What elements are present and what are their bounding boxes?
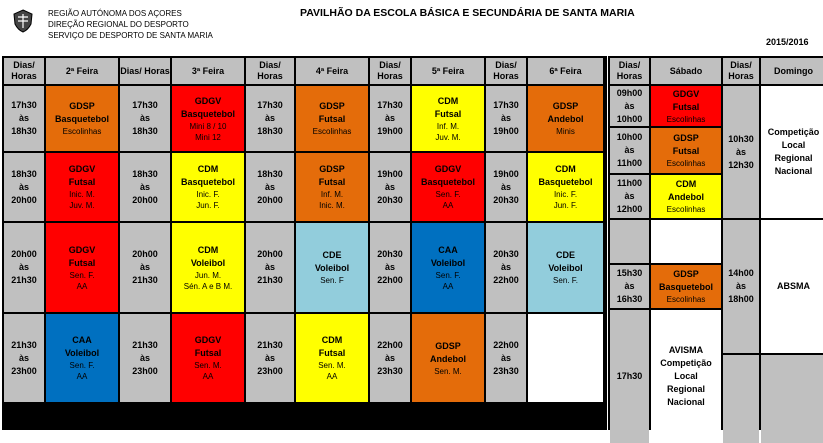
slot-club-activity: GDGV <box>68 244 96 255</box>
season-label: 2015/2016 <box>766 37 809 47</box>
time-slot-cell <box>610 310 649 443</box>
slot-group: Escolinhas <box>666 159 706 168</box>
column-header-day: 4ª Feira <box>296 58 368 84</box>
time-slot-cell <box>610 86 649 126</box>
time-slot-line: 20h00 <box>132 249 158 259</box>
slot-club-activity: Futsal <box>672 101 700 112</box>
slot-group: AA <box>442 201 454 210</box>
slot-group: Sen. F <box>320 276 344 285</box>
schedule-slot <box>46 223 118 312</box>
time-slot-line: às <box>624 191 635 201</box>
time-slot-line: 19h00 <box>377 126 403 136</box>
time-slot-line: 23h00 <box>132 365 158 376</box>
time-slot-line: às <box>139 181 150 192</box>
schedule-slot <box>528 223 603 312</box>
time-slot-cell <box>486 314 526 402</box>
time-slot-line: 21h30 <box>132 339 158 350</box>
time-slot-line: 23h00 <box>11 365 37 376</box>
slot-club-activity: Voleibol <box>548 263 583 273</box>
slot-club-activity: Voleibol <box>190 257 226 268</box>
slot-club-activity: Competição <box>767 127 820 137</box>
time-slot-line: 17h30 <box>493 100 519 110</box>
slot-club-activity: GDGV <box>194 95 222 106</box>
slot-club-activity: Andebol <box>547 114 584 124</box>
slot-club-activity: GDSP <box>673 269 699 279</box>
time-slot-line: 22h00 <box>377 339 403 350</box>
slot-group: Inic. F. <box>553 190 578 199</box>
slot-club-activity: Futsal <box>318 114 346 124</box>
time-slot-cell <box>610 220 649 263</box>
slot-club-activity: Basquetebol <box>54 114 109 124</box>
schedule-slot <box>296 86 368 151</box>
time-slot-line: 19h00 <box>493 126 519 136</box>
time-slot-cell <box>120 86 170 151</box>
slot-club-activity: Basquetebol <box>538 177 593 187</box>
schedule-slot <box>412 86 484 151</box>
slot-group: Sen. M. <box>318 361 346 370</box>
slot-club-activity: Futsal <box>672 146 700 156</box>
time-slot-cell <box>486 223 526 312</box>
time-slot-line: às <box>500 262 511 272</box>
column-header-day: Domingo <box>761 58 823 84</box>
slot-club-activity: Basquetebol <box>658 282 713 292</box>
time-slot-cell <box>246 223 294 312</box>
slot-club-activity: CAA <box>438 244 458 255</box>
time-slot-line: 18h30 <box>132 126 158 136</box>
time-slot-line: às <box>500 352 511 363</box>
schedule-slot <box>528 314 603 402</box>
slot-club-activity: CDM <box>321 335 343 345</box>
schedule-slot <box>528 86 603 151</box>
time-slot-line: 18h30 <box>257 168 283 179</box>
slot-group: Minis <box>556 127 575 136</box>
column-header-time: Dias/ Horas <box>610 58 649 84</box>
time-slot-line: 11h00 <box>616 158 643 168</box>
schedule-slot <box>172 153 244 221</box>
slot-group: Sen. F. <box>435 270 461 280</box>
schedule-slot <box>172 314 244 402</box>
slot-club-activity: Voleibol <box>64 348 100 358</box>
org-line-directorate: DIREÇÃO REGIONAL DO DESPORTO <box>48 20 189 29</box>
time-slot-cell <box>486 86 526 151</box>
time-slot-line: 17h30 <box>11 100 37 110</box>
slot-club-activity: Basquetebol <box>180 177 235 187</box>
schedule-slot <box>296 223 368 312</box>
time-slot-line: às <box>264 181 275 192</box>
slot-group: AA <box>202 372 214 381</box>
time-slot-line: 21h30 <box>257 275 283 285</box>
slot-club-activity: GDSP <box>69 101 95 111</box>
page-title: PAVILHÃO DA ESCOLA BÁSICA E SECUNDÁRIA DE SANTA MARIA <box>300 7 635 19</box>
time-slot-line: 14h00 <box>728 268 754 278</box>
time-slot-line: às <box>18 113 29 123</box>
column-header-day: 6ª Feira <box>528 58 603 84</box>
org-line-service: SERVIÇO DE DESPORTO DE SANTA MARIA <box>48 31 213 40</box>
slot-group: Inf. M. <box>436 121 460 131</box>
organization-block <box>48 8 213 41</box>
time-slot-line: 20h00 <box>257 249 283 259</box>
slot-group: Juv. M. <box>69 201 95 210</box>
time-slot-line: 23h00 <box>257 365 283 376</box>
schedule-slot <box>296 153 368 221</box>
slot-group: Jun. F. <box>553 201 578 210</box>
column-header-day: 2ª Feira <box>46 58 118 84</box>
time-slot-line: 20h00 <box>11 194 37 205</box>
time-slot-line: 22h00 <box>493 339 519 350</box>
slot-group: Inic. M. <box>69 190 95 199</box>
time-slot-cell <box>120 223 170 312</box>
time-slot-line: 18h30 <box>257 126 283 136</box>
time-slot-line: 12h30 <box>728 159 754 170</box>
slot-group: Mini 12 <box>195 132 221 142</box>
time-slot-cell <box>370 223 410 312</box>
slot-group: Escolinhas <box>666 114 706 124</box>
time-slot-line: às <box>735 281 746 291</box>
slot-group: Inic. F. <box>196 190 220 199</box>
saturday-slot <box>651 175 721 218</box>
slot-club-activity: Basquetebol <box>180 108 235 119</box>
time-slot-cell <box>486 153 526 221</box>
time-slot-line: às <box>264 262 275 272</box>
coat-of-arms-logo <box>10 8 36 34</box>
slot-club-activity: CDM <box>197 244 219 255</box>
slot-club-activity: Local <box>781 140 806 150</box>
slot-club-activity: Competição <box>660 358 712 368</box>
saturday-slot <box>651 265 721 308</box>
slot-club-activity: Andebol <box>430 353 466 364</box>
slot-club-activity: CDM <box>675 179 697 189</box>
slot-group: Sen. F. <box>69 361 95 370</box>
time-slot-line: às <box>139 352 150 363</box>
time-slot-line: às <box>139 262 150 272</box>
weekday-schedule-table <box>2 56 607 430</box>
time-slot-line: 17h30 <box>377 100 403 110</box>
time-slot-line: às <box>624 145 635 155</box>
sunday-slot <box>761 220 823 353</box>
slot-group: Escolinhas <box>666 295 706 304</box>
saturday-slot <box>651 128 721 173</box>
slot-club-activity: GDSP <box>319 101 345 111</box>
slot-group: AA <box>442 281 454 291</box>
column-header-time: Dias/ Horas <box>486 58 526 84</box>
column-header-day: 3ª Feira <box>172 58 244 84</box>
slot-group: Juv. M. <box>435 132 461 142</box>
time-slot-line: 21h30 <box>257 339 283 350</box>
time-slot-line: 20h30 <box>493 249 519 259</box>
time-slot-line: 18h30 <box>11 168 37 179</box>
slot-club-activity: CDE <box>555 250 575 260</box>
time-slot-line: às <box>384 352 395 363</box>
slot-club-activity: GDGV <box>194 335 222 345</box>
org-line-region: REGIÃO AUTÓNOMA DOS AÇORES <box>48 9 182 18</box>
schedule-slot <box>296 314 368 402</box>
time-slot-line: às <box>264 113 275 123</box>
sunday-slot <box>761 355 823 443</box>
time-slot-line: às <box>384 113 395 123</box>
slot-group: Escolinhas <box>62 127 102 136</box>
time-slot-cell <box>610 128 649 173</box>
slot-club-activity: Futsal <box>68 257 96 268</box>
column-header-time: Dias/ Horas <box>723 58 759 84</box>
time-slot-cell <box>370 153 410 221</box>
slot-club-activity: GDSP <box>435 340 461 351</box>
time-slot-line: 19h00 <box>493 168 519 179</box>
column-header-time: Dias/ Horas <box>246 58 294 84</box>
slot-club-activity: Basquetebol <box>420 177 475 187</box>
slot-group: Escolinhas <box>666 205 706 214</box>
time-slot-line: 18h30 <box>11 126 37 136</box>
time-slot-line: às <box>18 181 29 192</box>
time-slot-cell <box>246 153 294 221</box>
slot-club-activity: Nacional <box>774 166 813 176</box>
time-slot-line: às <box>624 281 635 291</box>
sunday-slot <box>761 86 823 218</box>
time-slot-line: 09h00 <box>616 87 643 98</box>
saturday-slot <box>651 86 721 126</box>
slot-club-activity: ABSMA <box>777 281 810 291</box>
time-slot-line: às <box>384 181 395 192</box>
time-slot-line: 20h00 <box>257 194 283 205</box>
slot-group: AA <box>76 372 88 381</box>
time-slot-line: 18h30 <box>132 168 158 179</box>
time-slot-line: 22h00 <box>493 275 519 285</box>
slot-club-activity: Nacional <box>667 397 705 407</box>
time-slot-line: às <box>500 181 511 192</box>
column-header-time: Dias/ Horas <box>120 58 170 84</box>
column-header-time: Dias/ Horas <box>4 58 44 84</box>
time-slot-line: 11h00 <box>616 178 643 188</box>
time-slot-line: 22h00 <box>377 275 403 285</box>
slot-group: Inf. M. <box>320 190 344 199</box>
time-slot-line: 20h00 <box>132 194 158 205</box>
time-slot-cell <box>4 86 44 151</box>
slot-group: Sen. F. <box>553 276 578 285</box>
slot-club-activity: Futsal <box>68 177 96 187</box>
slot-club-activity: CDM <box>555 164 576 174</box>
slot-club-activity: Andebol <box>668 192 704 202</box>
slot-club-activity: Regional <box>774 153 813 163</box>
time-slot-line: 23h30 <box>377 365 403 376</box>
time-slot-line: 21h30 <box>11 339 37 350</box>
time-slot-line: 12h00 <box>616 204 643 214</box>
slot-club-activity: GDSP <box>552 101 579 111</box>
time-slot-line: 21h30 <box>11 275 37 285</box>
time-slot-line: às <box>18 262 29 272</box>
time-slot-line: às <box>735 146 746 157</box>
time-slot-line: 17h30 <box>257 100 283 110</box>
schedule-slot <box>46 153 118 221</box>
time-slot-cell <box>723 220 759 353</box>
time-slot-line: às <box>139 113 150 123</box>
slot-club-activity: CAA <box>72 335 92 345</box>
slot-club-activity: GDSP <box>319 164 345 174</box>
slot-club-activity: Voleibol <box>430 257 466 268</box>
column-header-day: 5ª Feira <box>412 58 484 84</box>
time-slot-line: 18h00 <box>728 294 754 304</box>
slot-group: Inic. M. <box>319 201 345 210</box>
time-slot-cell <box>610 175 649 218</box>
time-slot-cell <box>4 153 44 221</box>
time-slot-cell <box>246 314 294 402</box>
time-slot-line: 19h00 <box>377 168 403 179</box>
time-slot-line: 16h30 <box>616 294 643 304</box>
schedule-slot <box>412 153 484 221</box>
schedule-slot <box>528 153 603 221</box>
slot-club-activity: Futsal <box>318 348 346 358</box>
slot-group: Escolinhas <box>312 127 352 136</box>
time-slot-line: 17h30 <box>132 100 158 110</box>
slot-club-activity: CDE <box>322 250 342 260</box>
time-slot-line: às <box>624 100 635 111</box>
time-slot-cell <box>246 86 294 151</box>
time-slot-cell <box>370 86 410 151</box>
schedule-slot <box>46 314 118 402</box>
slot-group: Sen. F. <box>69 270 95 280</box>
slot-club-activity: Regional <box>666 384 705 394</box>
weekend-schedule-table <box>608 56 823 430</box>
slot-group: Sen. M. <box>434 366 462 376</box>
time-slot-line: 21h30 <box>132 275 158 285</box>
schedule-slot <box>412 314 484 402</box>
saturday-slot <box>651 310 721 443</box>
slot-club-activity: GDGV <box>434 164 462 174</box>
time-slot-line: às <box>500 113 511 123</box>
time-slot-cell <box>120 153 170 221</box>
time-slot-cell <box>370 314 410 402</box>
slot-group: Jun. F. <box>196 201 220 210</box>
slot-group: Mini 8 / 10 <box>189 121 227 131</box>
slot-club-activity: Local <box>674 371 698 381</box>
time-slot-line: 15h30 <box>616 268 643 278</box>
time-slot-line: 17h30 <box>616 371 643 381</box>
slot-group: AA <box>326 372 338 381</box>
slot-club-activity: AVISMA <box>668 345 704 355</box>
schedule-slot <box>172 223 244 312</box>
time-slot-line: às <box>264 352 275 363</box>
slot-group: Jun. M. <box>194 270 222 280</box>
time-slot-line: às <box>18 352 29 363</box>
time-slot-line: 20h30 <box>377 194 403 205</box>
slot-group: AA <box>76 281 88 291</box>
column-header-time: Dias/ Horas <box>370 58 410 84</box>
slot-club-activity: GDGV <box>672 88 700 99</box>
time-slot-cell <box>120 314 170 402</box>
slot-club-activity: Futsal <box>434 108 462 119</box>
saturday-slot <box>651 220 721 263</box>
time-slot-cell <box>723 86 759 218</box>
time-slot-cell <box>4 314 44 402</box>
schedule-slot <box>172 86 244 151</box>
slot-club-activity: GDGV <box>68 164 96 174</box>
time-slot-cell <box>723 355 759 443</box>
slot-group: Sen. M. <box>194 361 222 370</box>
time-slot-cell <box>610 265 649 308</box>
time-slot-line: 10h00 <box>616 113 643 124</box>
slot-club-activity: CDM <box>437 95 459 106</box>
time-slot-line: 20h30 <box>377 249 403 259</box>
time-slot-line: 10h00 <box>616 132 643 142</box>
slot-club-activity: GDSP <box>673 133 699 143</box>
time-slot-line: 10h30 <box>728 133 754 144</box>
slot-club-activity: Futsal <box>318 177 346 187</box>
slot-group: Sen. F. <box>435 190 461 199</box>
slot-club-activity: Futsal <box>194 348 222 358</box>
slot-group: Sén. A e B M. <box>183 281 233 291</box>
slot-club-activity: CDM <box>197 164 219 174</box>
schedule-slot <box>412 223 484 312</box>
slot-club-activity: Voleibol <box>314 263 350 273</box>
schedule-slot <box>46 86 118 151</box>
time-slot-line: 20h30 <box>493 194 519 205</box>
time-slot-line: 23h30 <box>493 365 519 376</box>
column-header-day: Sábado <box>651 58 721 84</box>
time-slot-cell <box>4 223 44 312</box>
time-slot-line: às <box>384 262 395 272</box>
time-slot-line: 20h00 <box>11 249 37 259</box>
